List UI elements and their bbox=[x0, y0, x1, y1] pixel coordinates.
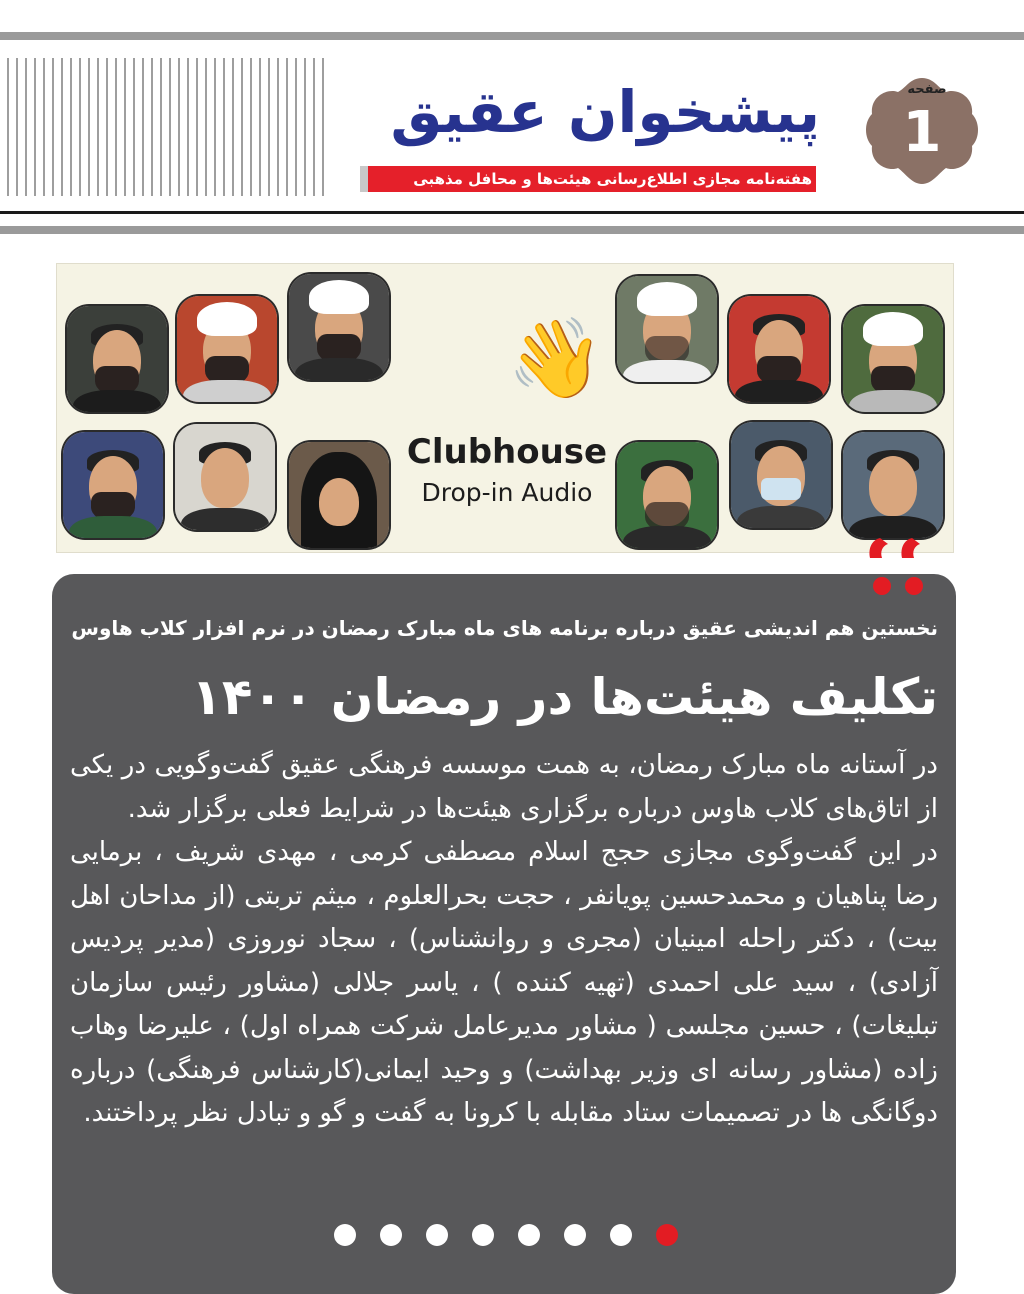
speaker-portrait bbox=[289, 442, 389, 548]
article-body bbox=[70, 744, 938, 1136]
pagination-dot[interactable] bbox=[380, 1224, 402, 1246]
header-stripes-decoration bbox=[0, 58, 330, 196]
article-headline: تکلیف هیئت‌ها در رمضان ۱۴۰۰ bbox=[191, 668, 938, 726]
page-number-badge bbox=[862, 74, 982, 186]
masthead-tagline: هفته‌نامه مجازی اطلاع‌رسانی هیئت‌ها و محافل مذهبی bbox=[368, 166, 816, 192]
header-gray-rule bbox=[0, 226, 1024, 234]
article-kicker: نخستین هم اندیشی عقیق درباره برنامه های ماه مبارک رمضان در نرم افزار کلاب هاوس bbox=[71, 616, 938, 640]
pagination-dot[interactable] bbox=[334, 1224, 356, 1246]
pagination-dot[interactable] bbox=[656, 1224, 678, 1246]
page-label: صفحه bbox=[907, 82, 947, 97]
header-bottom-rule bbox=[0, 211, 1024, 214]
top-rule bbox=[0, 32, 1024, 40]
speaker-portrait bbox=[729, 296, 829, 402]
waving-hand-icon: 👋 bbox=[507, 314, 605, 404]
speaker-portrait bbox=[67, 306, 167, 412]
pagination-dot[interactable] bbox=[564, 1224, 586, 1246]
quote-icon bbox=[862, 530, 942, 610]
pagination-dot[interactable] bbox=[472, 1224, 494, 1246]
speaker-portrait bbox=[731, 422, 831, 528]
clubhouse-subtitle: Drop-in Audio bbox=[421, 478, 593, 507]
speaker-portrait bbox=[617, 276, 717, 382]
speaker-portrait bbox=[843, 432, 943, 538]
article-paragraph: در این گفت‌وگوی مجازی حجج اسلام مصطفی کرمی ، مهدی شریف ، برمایی رضا پناهیان و محمدحسین پویانفر ، حجت بحرالعلوم ، میثم تربتی (از مداحان اهل بیت) ، دکتر راحله امینیان (مجری و روانشناس) ، سجاد نوروزی (مدیر پردیس آزادی) ، سید علی احمدی (تهیه کننده ) ، یاسر جلالی (مشاور رئیس سازمان تبلیغات) ، حسین مجلسی ( مشاور مدیرعامل شرکت همراه اول) ، علیرضا وهاب زاده (مشاور رسانه ای وزیر بهداشت) و وحید ایمانی(کارشناس فرهنگی) درباره دوگانگی ها در تصمیمات ستاد مقابله با کرونا به گفت و گو و تبادل نظر پرداختند. bbox=[70, 837, 938, 1128]
clubhouse-banner bbox=[56, 263, 954, 553]
pagination-dot[interactable] bbox=[426, 1224, 448, 1246]
carousel-pagination bbox=[334, 1224, 694, 1248]
speaker-portrait bbox=[617, 442, 717, 548]
article-paragraph: در آستانه ماه مبارک رمضان، به همت موسسه فرهنگی عقیق گفت‌وگویی در یکی از اتاق‌های کلاب هاوس درباره برگزاری هیئت‌ها در شرایط فعلی برگزار شد. bbox=[70, 750, 938, 824]
speaker-portrait bbox=[843, 306, 943, 412]
pagination-dot[interactable] bbox=[610, 1224, 632, 1246]
speaker-portrait bbox=[177, 296, 277, 402]
speaker-portrait bbox=[289, 274, 389, 380]
speaker-portrait bbox=[175, 424, 275, 530]
pagination-dot[interactable] bbox=[518, 1224, 540, 1246]
page-number: 1 bbox=[902, 100, 942, 165]
speaker-portrait bbox=[63, 432, 163, 538]
clubhouse-title: Clubhouse bbox=[406, 432, 608, 472]
masthead-logo: پیشخوان عقیق bbox=[390, 78, 820, 146]
